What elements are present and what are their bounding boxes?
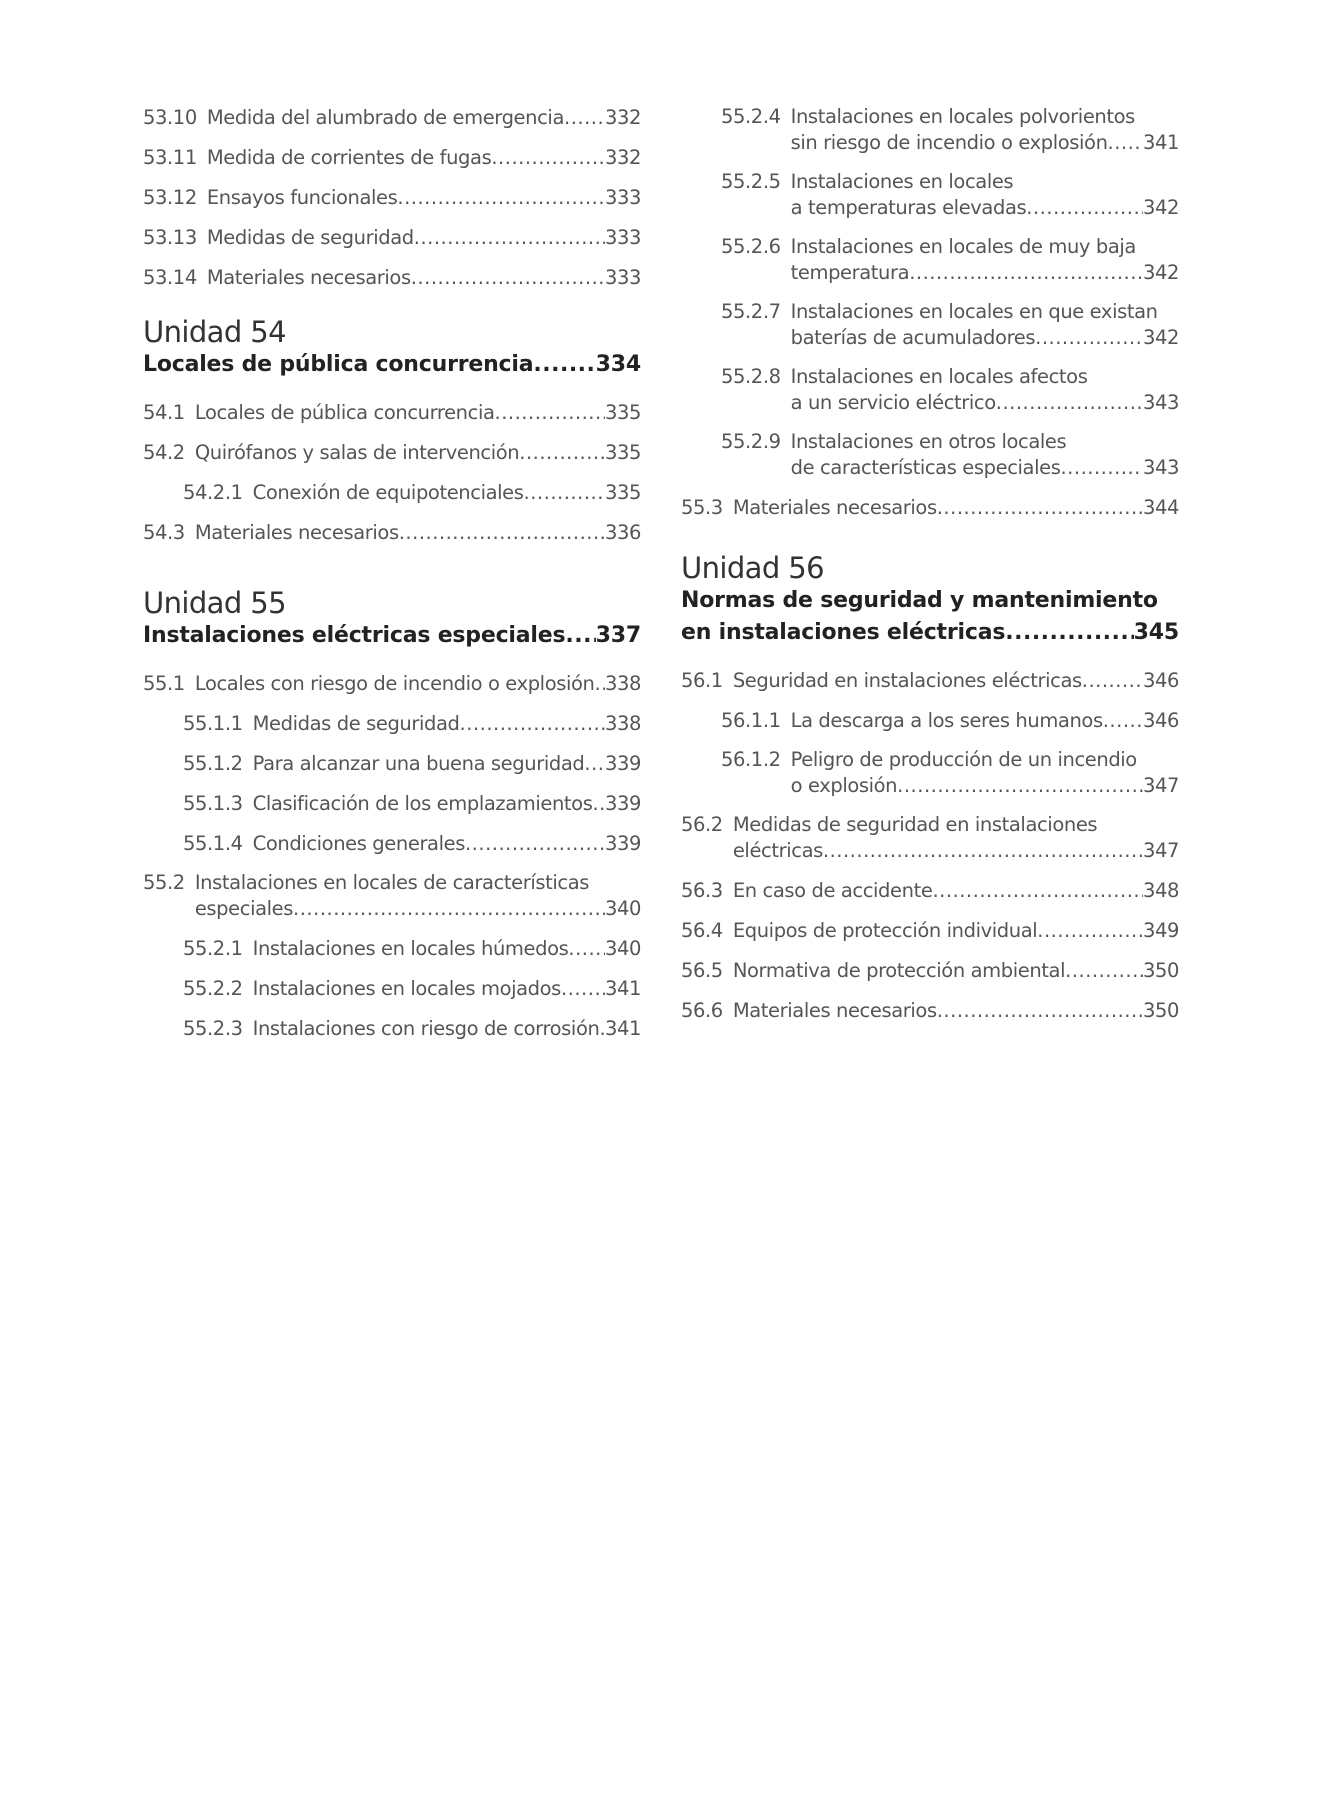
- entry-page: 339: [604, 792, 641, 815]
- unit-55-header[interactable]: [143, 586, 641, 652]
- dot-leader: [565, 620, 595, 652]
- entry-title: Conexión de equipotenciales: [252, 481, 524, 504]
- dot-leader: [411, 264, 605, 291]
- dot-leader: [595, 670, 605, 697]
- dot-leader: [584, 750, 605, 777]
- toc-entry-54-2[interactable]: [143, 439, 641, 466]
- toc-entry-53-14[interactable]: [143, 264, 641, 291]
- entry-title: Instalaciones en locales mojados: [252, 977, 561, 1000]
- entry-title-line2: a un servicio eléctrico: [790, 391, 996, 414]
- toc-entry-56-5[interactable]: [681, 957, 1179, 984]
- entry-number: 54.3: [143, 521, 185, 544]
- entry-title-line1: Instalaciones en otros locales: [790, 430, 1067, 453]
- entry-title-line2: especiales: [194, 897, 294, 920]
- entry-number: 56.1: [681, 669, 723, 692]
- entry-number: 56.1.1: [721, 709, 781, 732]
- entry-title-line1: Instalaciones en locales afectos: [790, 365, 1088, 388]
- entry-title: Instalaciones en locales húmedos: [252, 937, 569, 960]
- entry-page: 341: [1142, 131, 1179, 154]
- unit-title-line2: en instalaciones eléctricas: [681, 620, 1006, 645]
- entry-page: 342: [1142, 261, 1179, 284]
- dot-leader: [1005, 617, 1133, 649]
- entry-page: 347: [1142, 839, 1179, 862]
- dot-leader: [491, 144, 605, 171]
- toc-entry-53-11[interactable]: [143, 144, 641, 171]
- entry-page: 347: [1142, 774, 1179, 797]
- entry-page: 350: [1142, 999, 1179, 1022]
- entry-page: 342: [1142, 326, 1179, 349]
- dot-leader: [909, 260, 1143, 286]
- entry-page: 343: [1142, 391, 1179, 414]
- entry-title-line1: Instalaciones en locales de muy baja: [790, 235, 1136, 258]
- entry-number: 56.6: [681, 999, 723, 1022]
- entry-page: 339: [604, 832, 641, 855]
- dot-leader: [996, 390, 1143, 416]
- entry-number: 55.2.1: [183, 937, 243, 960]
- entry-number: 56.1.2: [721, 748, 781, 771]
- entry-page: 338: [604, 672, 641, 695]
- entry-number: 53.13: [143, 226, 197, 249]
- unit-page: 334: [595, 352, 641, 377]
- entry-title: Locales de pública concurrencia: [194, 401, 495, 424]
- entry-number: 55.2.6: [721, 235, 781, 258]
- entry-number: 54.1: [143, 401, 185, 424]
- entry-number: 56.2: [681, 813, 723, 836]
- toc-entry-54-3[interactable]: [143, 519, 641, 546]
- dot-leader: [937, 494, 1143, 521]
- entry-number: 53.11: [143, 146, 197, 169]
- entry-page: 340: [604, 937, 641, 960]
- toc-entry-55-2[interactable]: [143, 870, 641, 922]
- dot-leader: [1103, 707, 1143, 734]
- dot-leader: [495, 399, 605, 426]
- toc-left-column: [143, 104, 641, 1055]
- entry-page: 336: [604, 521, 641, 544]
- entry-page: 349: [1142, 919, 1179, 942]
- entry-title: Para alcanzar una buena seguridad: [252, 752, 585, 775]
- toc-entry-55-2-8[interactable]: [721, 364, 1179, 416]
- entry-title: Medidas de seguridad: [252, 712, 460, 735]
- entry-title: Medidas de seguridad: [206, 226, 414, 249]
- toc-entry-55-2-2[interactable]: [183, 975, 641, 1002]
- entry-number: 54.2.1: [183, 481, 243, 504]
- dot-leader: [293, 896, 605, 922]
- entry-number: 55.2: [143, 871, 185, 894]
- toc-entry-56-1-2[interactable]: [721, 747, 1179, 799]
- entry-page: 348: [1142, 879, 1179, 902]
- toc-entry-55-2-6[interactable]: [721, 234, 1179, 286]
- entry-page: 341: [604, 1017, 641, 1040]
- dot-leader: [1082, 667, 1143, 694]
- toc-entry-56-4[interactable]: [681, 917, 1179, 944]
- entry-number: 55.1.1: [183, 712, 243, 735]
- dot-leader: [519, 439, 605, 466]
- entry-title: Materiales necesarios: [732, 496, 937, 519]
- entry-title: Equipos de protección individual: [732, 919, 1038, 942]
- entry-title-line2: o explosión: [790, 774, 898, 797]
- entry-title-line2: baterías de acumuladores: [790, 326, 1036, 349]
- toc-entry-55-2-1[interactable]: [183, 935, 641, 962]
- entry-number: 53.14: [143, 266, 197, 289]
- toc-entry-56-1[interactable]: [681, 667, 1179, 694]
- toc-entry-55-1-2[interactable]: [183, 750, 641, 777]
- dot-leader: [533, 349, 595, 381]
- entry-title: Quirófanos y salas de intervención: [194, 441, 520, 464]
- entry-title: Instalaciones con riesgo de corrosión: [252, 1017, 600, 1040]
- unit-56-header[interactable]: [681, 551, 1179, 649]
- entry-title-line1: Peligro de producción de un incendio: [790, 748, 1137, 771]
- toc-entry-55-2-3[interactable]: [183, 1015, 641, 1042]
- entry-number: 56.3: [681, 879, 723, 902]
- entry-page: 332: [604, 146, 641, 169]
- toc-entry-55-1[interactable]: [143, 670, 641, 697]
- toc-entry-53-10[interactable]: [143, 104, 641, 131]
- entry-number: 55.1.2: [183, 752, 243, 775]
- entry-number: 56.5: [681, 959, 723, 982]
- toc-entry-56-6[interactable]: [681, 997, 1179, 1024]
- entry-title: Materiales necesarios: [194, 521, 399, 544]
- entry-title: Medida del alumbrado de emergencia: [206, 106, 564, 129]
- entry-page: 338: [604, 712, 641, 735]
- entry-number: 55.3: [681, 496, 723, 519]
- dot-leader: [399, 519, 605, 546]
- dot-leader: [414, 224, 605, 251]
- toc-entry-56-1-1[interactable]: [721, 707, 1179, 734]
- entry-number: 55.2.7: [721, 300, 781, 323]
- dot-leader: [1035, 325, 1143, 351]
- entry-title: La descarga a los seres humanos: [790, 709, 1103, 732]
- unit-54-header[interactable]: [143, 315, 641, 381]
- entry-title: Ensayos funcionales: [206, 186, 398, 209]
- toc-entry-54-2-1[interactable]: [183, 479, 641, 506]
- entry-number: 55.2.3: [183, 1017, 243, 1040]
- toc-entry-55-2-9[interactable]: [721, 429, 1179, 481]
- dot-leader: [1108, 130, 1143, 156]
- unit-page: 337: [595, 623, 641, 648]
- entry-page: 333: [604, 226, 641, 249]
- dot-leader: [1060, 455, 1142, 481]
- entry-number: 55.2.8: [721, 365, 781, 388]
- entry-number: 53.12: [143, 186, 197, 209]
- entry-title-line1: Medidas de seguridad en instalaciones: [732, 813, 1098, 836]
- toc-entry-55-1-4[interactable]: [183, 830, 641, 857]
- toc-right-column: [681, 104, 1179, 1037]
- toc-entry-53-12[interactable]: [143, 184, 641, 211]
- toc-entry-53-13[interactable]: [143, 224, 641, 251]
- entry-title-line1: Instalaciones en locales en que existan: [790, 300, 1158, 323]
- dot-leader: [561, 975, 605, 1002]
- entry-page: 346: [1142, 669, 1179, 692]
- dot-leader: [823, 838, 1143, 864]
- unit-title-line1: Normas de seguridad y mantenimiento: [681, 588, 1158, 613]
- entry-title-line2: a temperaturas elevadas: [790, 196, 1027, 219]
- entry-title: Clasificación de los emplazamientos: [252, 792, 593, 815]
- toc-entry-55-1-3[interactable]: [183, 790, 641, 817]
- entry-number: 55.1.4: [183, 832, 243, 855]
- toc-entry-56-2[interactable]: [681, 812, 1179, 864]
- entry-page: 350: [1142, 959, 1179, 982]
- entry-page: 335: [604, 481, 641, 504]
- unit-title: Locales de pública concurrencia: [143, 352, 534, 377]
- dot-leader: [937, 997, 1143, 1024]
- dot-leader: [897, 773, 1143, 799]
- entry-page: 341: [604, 977, 641, 1000]
- entry-page: 335: [604, 441, 641, 464]
- dot-leader: [465, 830, 605, 857]
- entry-title-line2: de características especiales: [790, 456, 1061, 479]
- entry-title-line1: Instalaciones en locales de características: [194, 871, 590, 894]
- entry-number: 56.4: [681, 919, 723, 942]
- entry-page: 339: [604, 752, 641, 775]
- entry-page: 335: [604, 401, 641, 424]
- dot-leader: [1026, 195, 1143, 221]
- entry-page: 344: [1142, 496, 1179, 519]
- unit-title: Instalaciones eléctricas especiales: [143, 623, 566, 648]
- entry-number: 55.2.4: [721, 105, 781, 128]
- entry-title: Normativa de protección ambiental: [732, 959, 1066, 982]
- entry-page: 333: [604, 186, 641, 209]
- toc-entry-55-2-7[interactable]: [721, 299, 1179, 351]
- entry-number: 55.1: [143, 672, 185, 695]
- entry-number: 55.2.5: [721, 170, 781, 193]
- entry-number: 55.2.2: [183, 977, 243, 1000]
- entry-page: 346: [1142, 709, 1179, 732]
- toc-entry-56-3[interactable]: [681, 877, 1179, 904]
- entry-title-line2: sin riesgo de incendio o explosión: [790, 131, 1108, 154]
- dot-leader: [592, 790, 604, 817]
- entry-number: 53.10: [143, 106, 197, 129]
- entry-title: Materiales necesarios: [206, 266, 411, 289]
- dot-leader: [568, 935, 605, 962]
- entry-page: 332: [604, 106, 641, 129]
- entry-number: 54.2: [143, 441, 185, 464]
- entry-title: Locales con riesgo de incendio o explosión: [194, 672, 595, 695]
- entry-page: 343: [1142, 456, 1179, 479]
- toc-entry-55-1-1[interactable]: [183, 710, 641, 737]
- dot-leader: [564, 104, 605, 131]
- unit-page: 345: [1133, 620, 1179, 645]
- dot-leader: [460, 710, 605, 737]
- entry-title-line1: Instalaciones en locales polvorientos: [790, 105, 1135, 128]
- toc-entry-55-3[interactable]: [681, 494, 1179, 521]
- entry-title-line1: Instalaciones en locales: [790, 170, 1014, 193]
- entry-page: 333: [604, 266, 641, 289]
- dot-leader: [932, 877, 1143, 904]
- entry-title: Seguridad en instalaciones eléctricas: [732, 669, 1082, 692]
- unit-label: Unidad 54: [143, 315, 286, 349]
- toc-entry-55-2-4[interactable]: [721, 104, 1179, 156]
- unit-label: Unidad 55: [143, 586, 286, 620]
- toc-entry-54-1[interactable]: [143, 399, 641, 426]
- entry-title: Medida de corrientes de fugas: [206, 146, 492, 169]
- entry-title: Materiales necesarios: [732, 999, 937, 1022]
- dot-leader: [524, 479, 605, 506]
- entry-title: Condiciones generales: [252, 832, 465, 855]
- dot-leader: [397, 184, 605, 211]
- entry-page: 340: [604, 897, 641, 920]
- dot-leader: [1037, 917, 1143, 944]
- entry-title-line2: eléctricas: [732, 839, 823, 862]
- entry-title: En caso de accidente: [732, 879, 933, 902]
- entry-page: 342: [1142, 196, 1179, 219]
- unit-label: Unidad 56: [681, 551, 824, 585]
- entry-title-line2: temperatura: [790, 261, 910, 284]
- dot-leader: [1065, 957, 1143, 984]
- entry-number: 55.2.9: [721, 430, 781, 453]
- entry-number: 55.1.3: [183, 792, 243, 815]
- toc-entry-55-2-5[interactable]: [721, 169, 1179, 221]
